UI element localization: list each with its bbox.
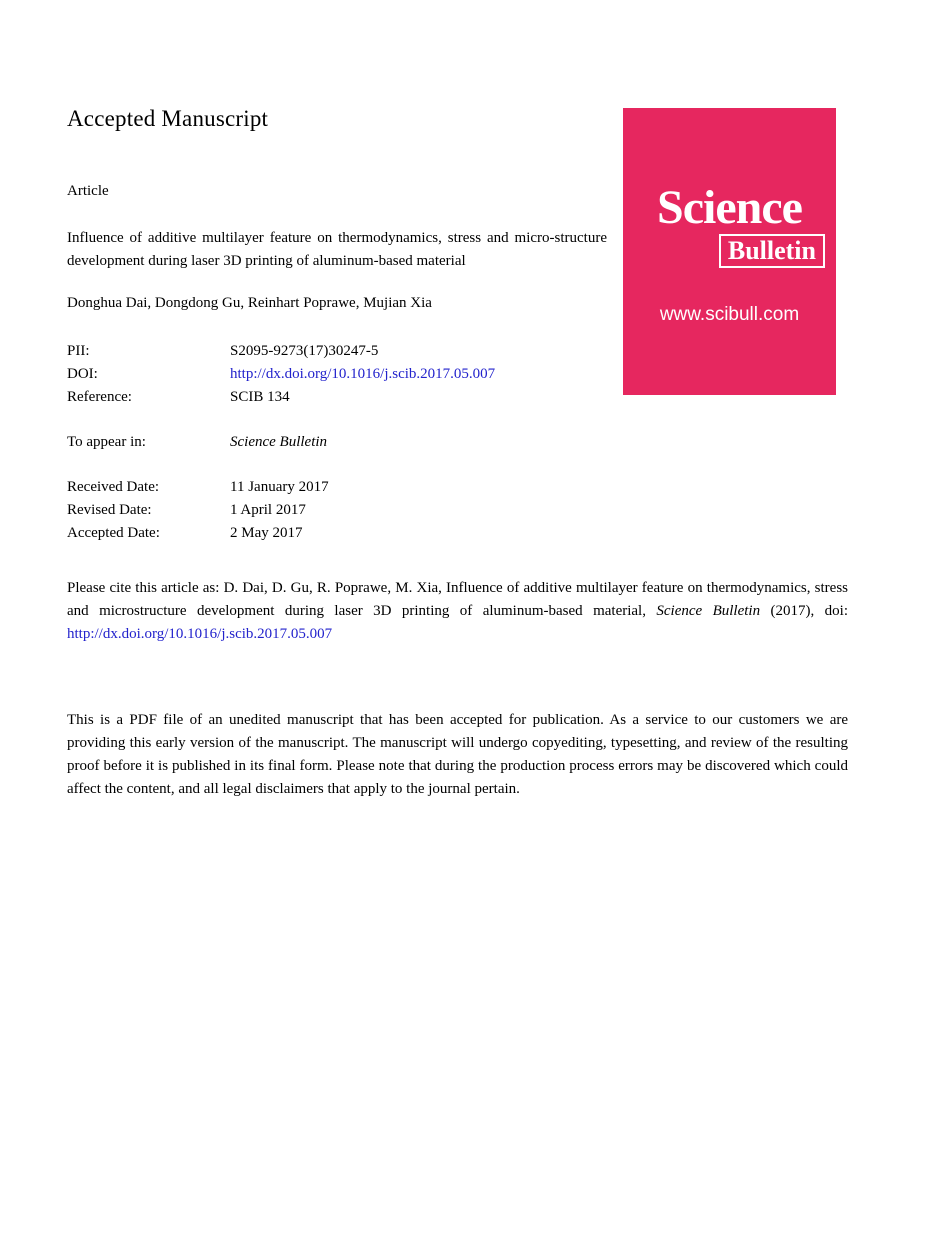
doi-link[interactable]: http://dx.doi.org/10.1016/j.scib.2017.05.007 xyxy=(230,366,496,382)
reference-row xyxy=(67,386,495,409)
doi-label: DOI: xyxy=(67,366,98,382)
to-appear-label: To appear in: xyxy=(67,434,146,450)
disclaimer-paragraph: This is a PDF file of an unedited manuscript that has been accepted for publication. As a service to our customers we are providing this early version of the manuscript. The manuscript will undergo copyediting, typesetting, and review of the resulting proof before it is published in its final form. Please note that during the production process errors may be discovered which could affect the content, and all legal disclaimers that apply to the journal pertain. xyxy=(67,712,848,797)
accepted-date-label: Accepted Date: xyxy=(67,525,160,541)
article-title: Influence of additive multilayer feature on thermodynamics, stress and micro-structure development during laser 3D printing of aluminum-based material xyxy=(67,230,607,269)
doi-row xyxy=(67,363,495,386)
article-type-label: Article xyxy=(67,183,109,199)
reference-value: SCIB 134 xyxy=(230,389,290,405)
citation-doi-link[interactable]: http://dx.doi.org/10.1016/j.scib.2017.05.007 xyxy=(67,626,333,642)
accepted-date-row xyxy=(67,522,329,545)
journal-brand-science: Science xyxy=(657,181,802,234)
citation-middle: (2017), doi: xyxy=(760,603,848,619)
pii-value: S2095-9273(17)30247-5 xyxy=(230,343,379,359)
to-appear-row xyxy=(67,431,327,454)
citation-paragraph xyxy=(67,577,848,646)
journal-brand-bulletin: Bulletin xyxy=(719,234,825,268)
revised-date-label: Revised Date: xyxy=(67,502,152,518)
citation-journal: Science Bulletin xyxy=(656,603,761,619)
citation-text: Please cite this article as: D. Dai, D. Gu, R. Poprawe, M. Xia, Influence of additive multilayer feature on thermodynamics, stress and microstructure development during laser 3D printing of aluminum-based material, xyxy=(67,580,848,619)
page-title: Accepted Manuscript xyxy=(67,106,269,131)
to-appear-value: Science Bulletin xyxy=(230,434,328,450)
identifier-block xyxy=(67,340,495,409)
received-date-row xyxy=(67,476,329,499)
to-appear-block xyxy=(67,431,327,454)
received-date-label: Received Date: xyxy=(67,479,160,495)
revised-date-row xyxy=(67,499,329,522)
revised-date-value: 1 April 2017 xyxy=(230,502,306,518)
journal-website: www.scibull.com xyxy=(659,304,800,325)
pii-row xyxy=(67,340,495,363)
dates-block xyxy=(67,476,329,545)
received-date-value: 11 January 2017 xyxy=(230,479,329,495)
pii-label: PII: xyxy=(67,343,90,359)
reference-label: Reference: xyxy=(67,389,132,405)
author-list: Donghua Dai, Dongdong Gu, Reinhart Poprawe, Mujian Xia xyxy=(67,295,432,311)
accepted-date-value: 2 May 2017 xyxy=(230,525,303,541)
journal-cover xyxy=(623,108,836,395)
